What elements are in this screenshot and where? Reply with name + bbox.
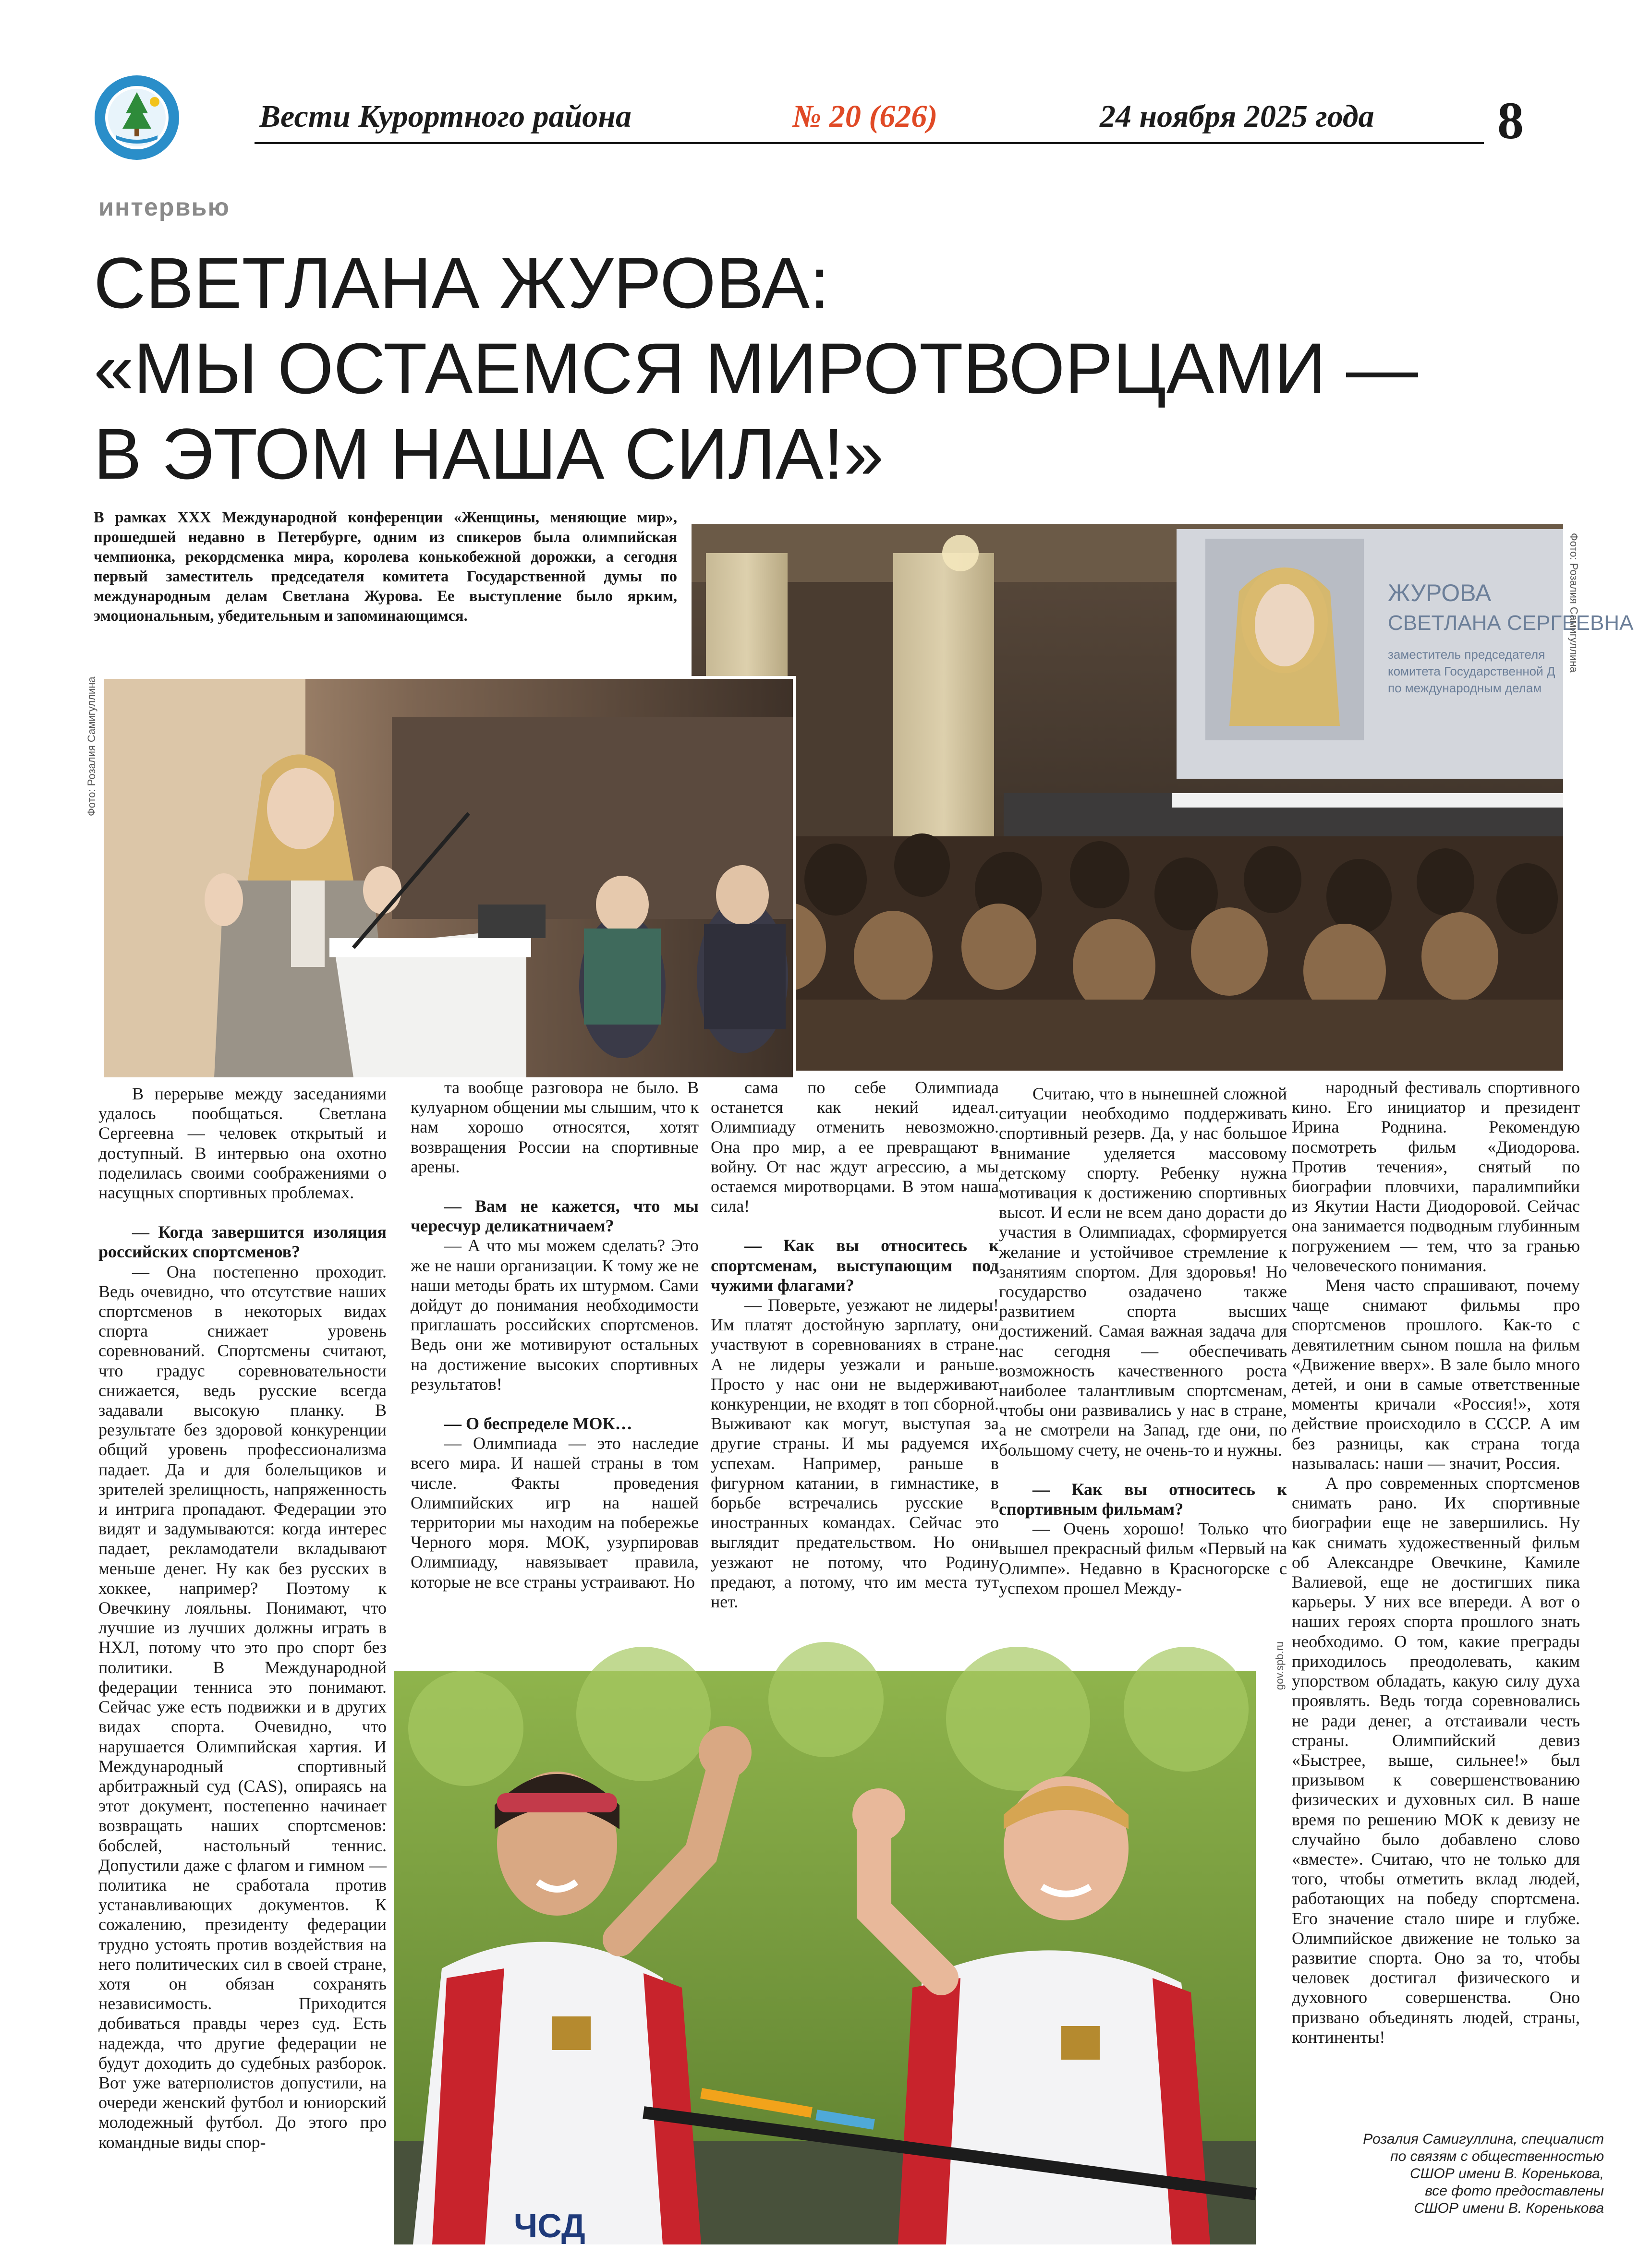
text-column-3 [711, 1078, 999, 1612]
signature-line-1: Розалия Самигуллина, специалист [1363, 2131, 1604, 2147]
article-paragraph: та вообще разговора не было. В кулуарном общении мы слышим, что к нам хорошо относятся, хотят возвращения России на спортивные арены. [411, 1078, 699, 1176]
article-paragraph: В перерыве между заседаниями удалось пообщаться. Светлана Сергеевна — человек открытый и доступный. В интервью она охотно поделилась своими соображениями о насущных спортивных проблемах. [98, 1084, 387, 1203]
article-paragraph: — А что мы можем сделать? Это же не наши организации. К тому же не наши методы брать их штурмом. Сами дойдут до понимания необходимости приглашать российских спортсменов. Ведь они же мотивируют остальных на достижение высоких спортивных результатов! [411, 1236, 699, 1394]
photo2-credit: Фото: Розалия Самигуллина [1568, 533, 1580, 673]
article-paragraph: — Олимпиада — это наследие всего мира. И нашей страны в том числе. Факты проведения Олимпийских игр на нашей территории мы находим на побережье Черного моря. МОК, узурпировав Олимпиаду, навязывает правила, которые не все страны устраивают. Но [411, 1434, 699, 1592]
boat-lettering: ЧСД [514, 2207, 585, 2244]
author-signature [1258, 2131, 1604, 2217]
article-paragraph: — Очень хорошо! Только что вышел прекрасный фильм «Первый на Олимпе». Недавно в Красногорске с успехом прошел Между- [999, 1519, 1287, 1598]
screen-name-1: ЖУРОВА [1388, 579, 1492, 606]
lead-paragraph: В рамках XXX Международной конференции «Женщины, меняющие мир», прошедшей недавно в Петербурге, одним из спикеров была олимпийская чемпионка, рекордсменка мира, королева конькобежной дорожки, а сегодня первый заместитель председателя комитета Государственной думы по международным делам Светлана Журова. Ее выступление было ярким, эмоциональным, убедительным и запоминающимся. [94, 509, 677, 625]
article-paragraph: А про современных спортсменов снимать рано. Их спортивные биографии еще не завершились. Ну как снимать художественный фильм об Александре Овечкине, Камиле Валиевой, еще не достигших пика карьеры. У них все впереди. А вот о наших героях спорта прошлого знать необходимо. О том, какие преграды приходилось преодолевать, каким упорством обладать, какую силу духа проявлять. Ведь тогда соревновались не ради денег, а отстаивали честь страны. Олимпийский девиз «Быстрее, выше, сильнее!» был призывом к совершенствованию физических и духовных сил. В наше время по решению МОК к девизу не случайно было добавлено слово «вместе». Считаю, что не только для того, чтобы отметить вклад людей, работающих на победу спортсмена. Его значение стало шире и глубже. Олимпийское движение не только за развитие спорта. Оно за то, чтобы человек достигал физического и духовного совершенства. Оно призвано объединять людей, страны, континенты! [1292, 1473, 1580, 2047]
photo-speaker [101, 676, 796, 1080]
paragraph-gap [411, 1394, 699, 1414]
interview-question: — О беспределе МОК… [444, 1414, 632, 1434]
signature-line-5: СШОР имени В. Коренькова [1414, 2200, 1604, 2216]
issue-number: № 20 (626) [792, 99, 938, 134]
signature-line-3: СШОР имени В. Коренькова, [1410, 2166, 1604, 2182]
screen-sub-2: комитета Государственной Д [1388, 664, 1555, 678]
issue-date: 24 ноября 2025 года [1100, 99, 1374, 134]
paragraph-gap [411, 1177, 699, 1196]
headline-line-1: СВЕТЛАНА ЖУРОВА: [94, 242, 830, 323]
text-column-1 [98, 1084, 387, 2152]
photo1-credit: Фото: Розалия Самигуллина [85, 676, 97, 816]
article-paragraph: — Она постепенно проходит. Ведь очевидно, что отсутствие наших спортсменов в некоторых видах спорта снижает уровень соревнований. Спортсмены считают, что градус соревновательности снижается, ведь русские всегда задавали высокую планку. В результате без здоровой конкуренции общий уровень профессионализма падает. Да и для болельщиков и зрителей зрелищность, напряженность и интрига пропадают. Федерации это видят и задумываются: когда интерес падает, рекламодатели вкладывают меньше денег. Ну как без русских в хоккее, например? Поэтому к Овечкину лояльны. Понимают, что лучшие из лучших должны играть в НХЛ, потому что это про спорт без политики. В Международной федерации тенниса это понимают. Сейчас уже есть подвижки и в других видах спорта. Очевидно, что нарушается Олимпийская хартия. И Международный спортивный арбитражный суд (CAS), опираясь на этот документ, постепенно начинает возвращать наших спортсменов: бобслей, настольный теннис. Допустили даже с флагом и гимном — политика не сработала против устанавливающих документов. К сожалению, президенту федерации трудно устоять против воздействия на него политических сил в своей стране, хотя он обязан сохранять независимость. Приходится добиваться правды через суд. Есть надежда, что другие федерации не будут доходить до судебных разборок. Вот уже ватерполистов допустили, на очереди женский футбол и юниорский молодежный футбол. До этого про командные виды спор- [98, 1262, 387, 2152]
article-paragraph: Меня часто спрашивают, почему чаще снимают фильмы про спортсменов прошлого. Как-то с девятилетним сыном пошла на фильм «Движение вверх». В зале было много детей, и они в самые ответственные моменты кричали «Россия!», хотя действие происходило в СССР. А им без разницы, как страна тогда называлась: наши — значит, Россия. [1292, 1276, 1580, 1473]
signature-line-2: по связям с общественностью [1390, 2148, 1604, 2164]
article-paragraph: — Поверьте, уезжают не лидеры! Им платят достойную зарплату, они участвуют в соревнованиях в стране. А не лидеры уезжали и раньше. Просто у нас они не выдерживают конкуренции, не входят в топ сборной. Выживают как могут, выступая за другие страны. И мы радуемся их успехам. Например, раньше в фигурном катании, в гимнастике, в борьбе встречались русские в иностранных командах. Сейчас это выглядит предательством. Но они уезжают не потому, что Родину предают, а потому, что им места тут нет. [711, 1295, 999, 1612]
interview-question: — Как вы относитесь к спортсменам, выступающим под чужими флагами? [711, 1236, 999, 1295]
text-column-4 [999, 1084, 1287, 1598]
logo-emblem-icon [91, 72, 182, 163]
interview-question: — Вам не кажется, что мы чересчур деликатничаем? [411, 1196, 699, 1236]
signature-line-4: все фото предоставлены [1425, 2183, 1604, 2199]
screen-name-2: СВЕТЛАНА СЕРГЕЕВНА [1388, 611, 1634, 635]
paragraph-gap [711, 1216, 999, 1236]
screen-sub-3: по международным делам [1388, 681, 1542, 695]
text-column-2 [411, 1078, 699, 1592]
headline-line-3: В ЭТОМ НАША СИЛА!» [94, 413, 884, 494]
photo-rowers [394, 1671, 1256, 2244]
article-paragraph: народный фестиваль спортивного кино. Его инициатор и президент Ирина Роднина. Рекомендую посмотреть фильм «Диодорова. Против течения», снятый по биографии пловчихи, паралимпийки из Якутии Насти Диодоровой. Сейчас она занимается подводным глубинным погружением — тем, что за гранью человеческого понимания. [1292, 1078, 1580, 1275]
photo3-credit: gov.spb.ru [1274, 1641, 1286, 1690]
screen-sub-1: заместитель председателя [1388, 647, 1545, 662]
interview-question: — Когда завершится изоляция российских спортсменов? [98, 1222, 387, 1262]
paragraph-gap [98, 1203, 387, 1222]
newspaper-name: Вести Курортного района [259, 99, 631, 134]
masthead-rule [255, 142, 1484, 144]
article-paragraph: Считаю, что в нынешней сложной ситуации необходимо поддерживать спортивный резерв. Да, у нас большое внимание уделяется массовому детскому спорту. Ребенку нужна мотивация к достижению спортивных высот. И если не всем дано дорасти до участия в Олимпиадах, сформируется желание и устойчивое стремление к занятиям спортом. Для здоровья! Но государство озадачено также развитием спорта высших достижений. Самая важная задача для нас сегодня — обеспечивать возможность качественного роста наиболее талантливым спортсменам, чтобы они развивались у нас в стране, а не смотрели на Запад, где они, по большому счету, не очень-то и нужны. [999, 1084, 1287, 1460]
interview-question: — Как вы относитесь к спортивным фильмам? [999, 1479, 1287, 1519]
page-number: 8 [1497, 91, 1524, 150]
headline [94, 240, 1582, 496]
headline-line-2: «МЫ ОСТАЕМСЯ МИРОТВОРЦАМИ — [94, 328, 1418, 409]
article-paragraph: сама по себе Олимпиада останется как некий идеал. Олимпиаду отменить невозможно. Она про мир, а ее превращают в войну. От нас ждут агрессию, а мы остаемся миротворцами. В этом наша сила! [711, 1078, 999, 1216]
paragraph-gap [999, 1460, 1287, 1480]
text-column-5 [1292, 1078, 1580, 2047]
rubric-label: интервью [98, 193, 230, 221]
newspaper-logo [91, 72, 182, 163]
